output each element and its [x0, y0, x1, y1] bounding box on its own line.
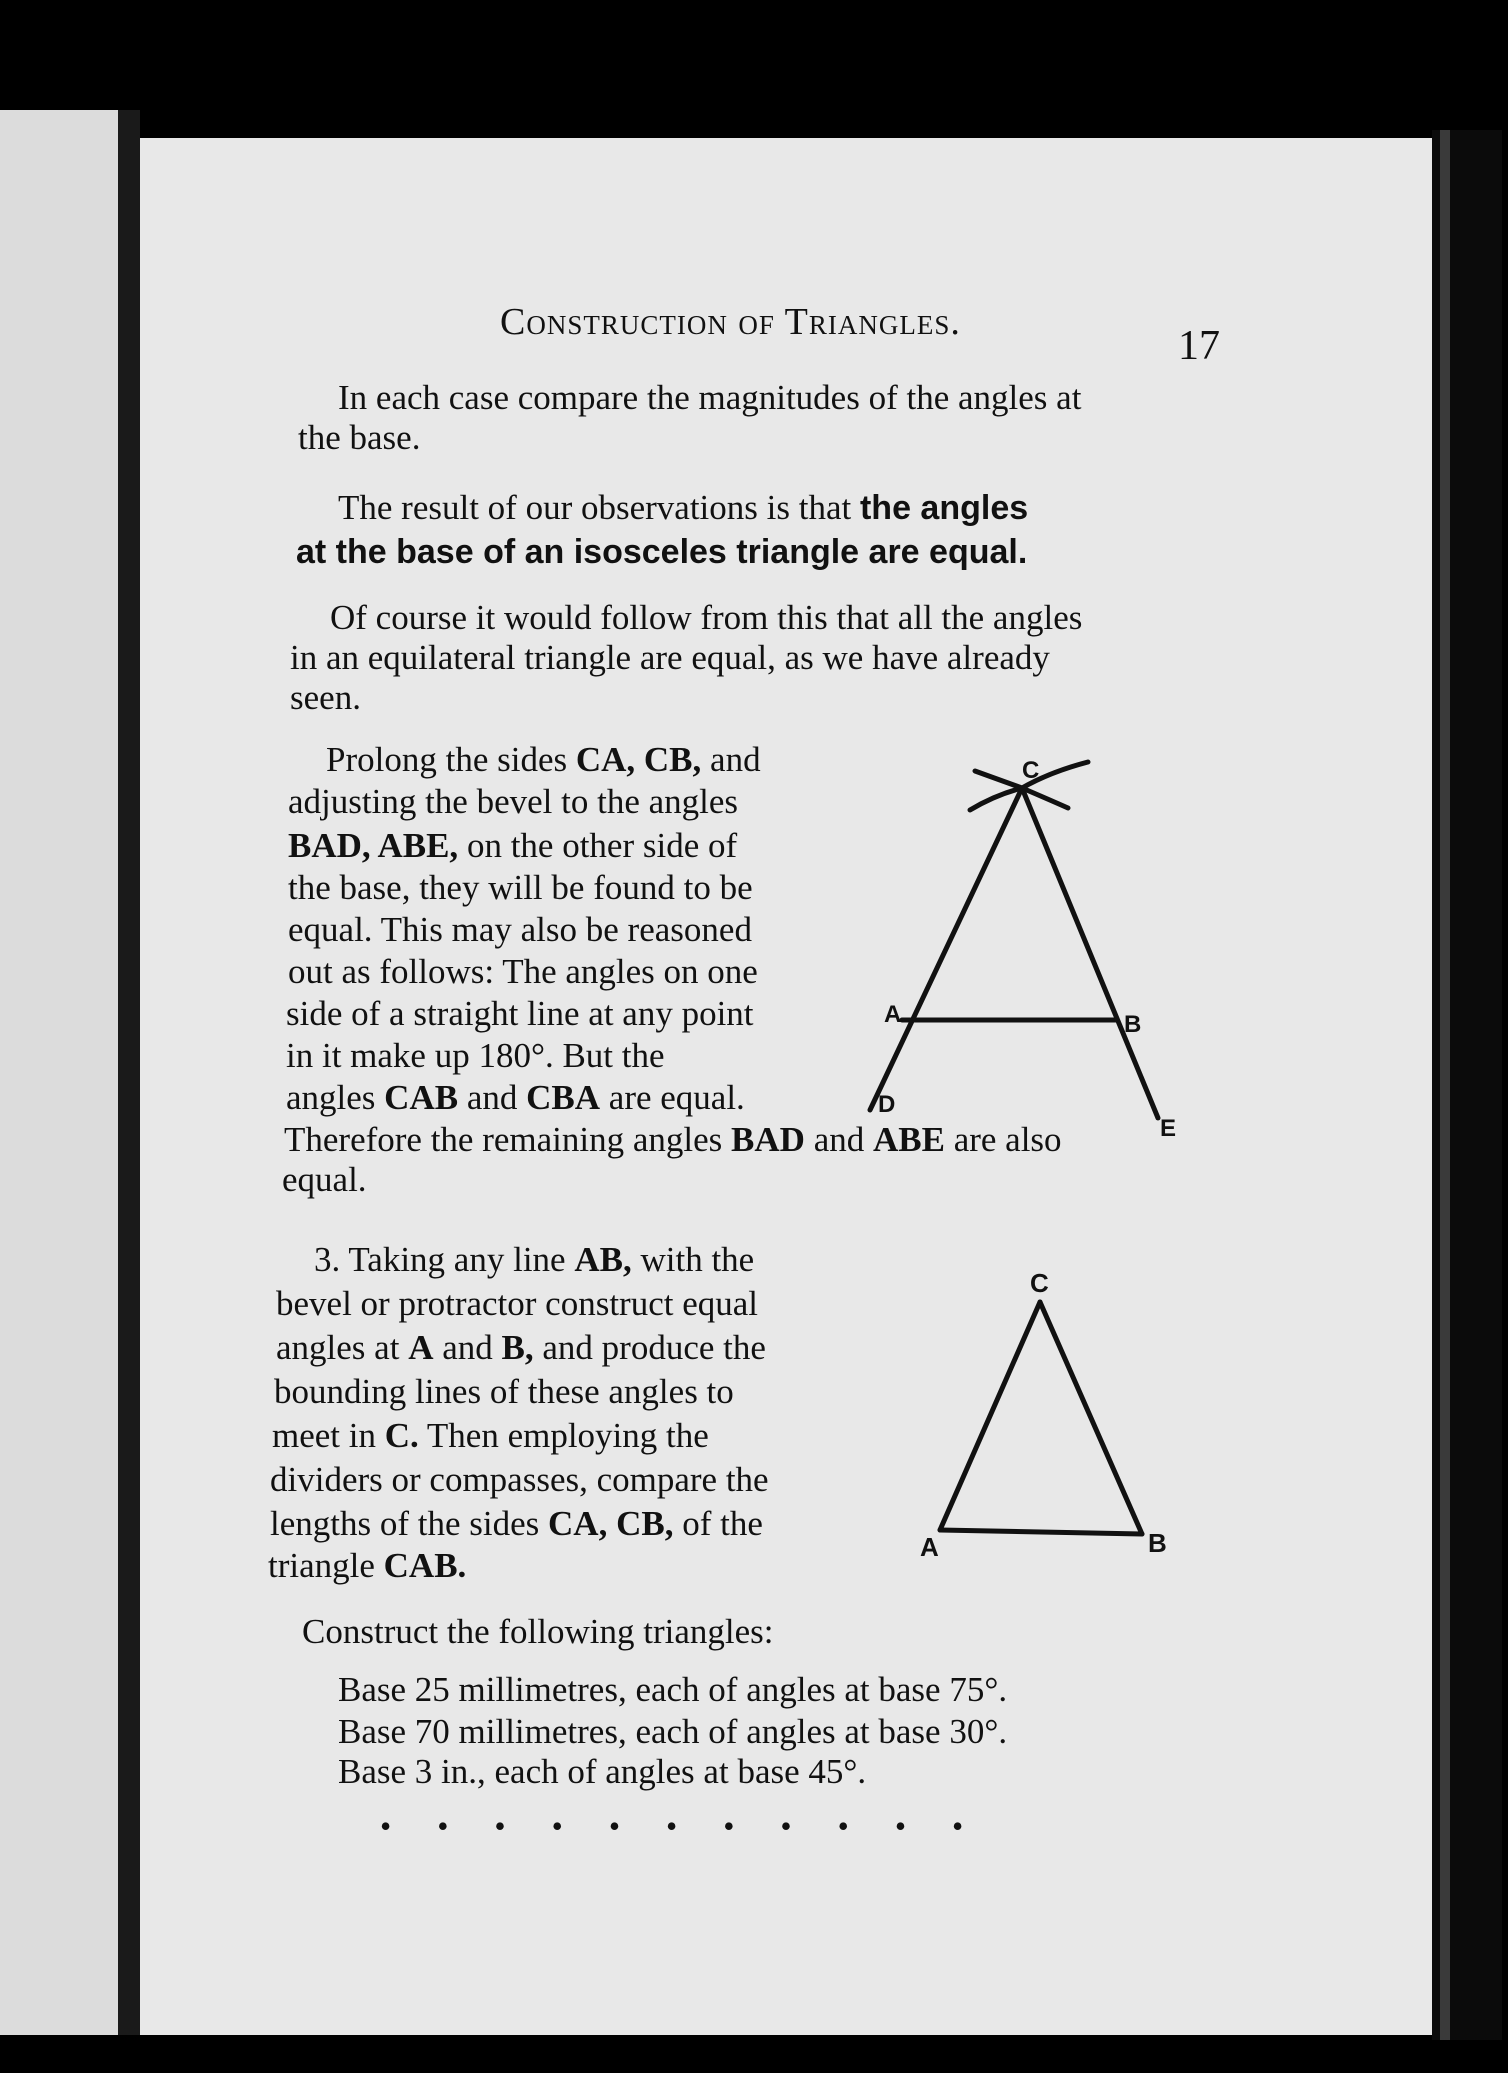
fig1-label-a: A — [884, 1001, 902, 1028]
p4-l9-a: angles — [286, 1078, 385, 1117]
p5-l5-b: C. — [384, 1416, 419, 1455]
p5-l8-b: CAB. — [383, 1546, 467, 1585]
fig1-label-d: D — [878, 1091, 896, 1118]
p5-l7-b: CA, CB, — [548, 1504, 674, 1543]
p4-l9-d: CBA — [526, 1078, 601, 1117]
p2-line-1-bold: the angles — [859, 489, 1029, 527]
p4-l1-a: Prolong the sides — [326, 740, 576, 779]
fig2-side-ca — [940, 1302, 1040, 1530]
p4-line-2: adjusting the bevel to the angles — [288, 782, 739, 821]
fig2-base-ab — [940, 1530, 1142, 1534]
fig2-label-b: B — [1148, 1528, 1167, 1558]
p5-l1-a: 3. Taking any line — [314, 1240, 575, 1279]
p5-l1-b: AB, — [574, 1240, 632, 1279]
list-item-1: Base 25 millimetres, each of angles at base 75°. — [338, 1670, 1008, 1709]
p5-l7-a: lengths of the sides — [270, 1504, 549, 1543]
fig1-label-e: E — [1160, 1115, 1177, 1142]
fig1-side-cb-prolonged — [1022, 788, 1158, 1118]
figure-1-prolonged-triangle — [870, 762, 1158, 1118]
p5-l1-c: with the — [631, 1240, 755, 1279]
fig2-label-a: A — [920, 1532, 939, 1562]
p4-l10-b: BAD — [731, 1120, 805, 1159]
list-item-3: Base 3 in., each of angles at base 45°. — [338, 1752, 867, 1791]
p4-l9-b: CAB — [384, 1078, 459, 1117]
p2-line-1-text: The result of our observations is that — [338, 488, 860, 527]
fig2-side-cb — [1040, 1302, 1142, 1534]
fig1-side-ca-prolonged — [870, 788, 1022, 1110]
p1-line-2: the base. — [298, 418, 421, 457]
p4-l1-b: CA, CB, — [575, 740, 702, 779]
p5-l5-c: Then employing the — [418, 1416, 709, 1455]
p5-line-2: bevel or protractor construct equal — [276, 1284, 759, 1323]
p5-l8-a: triangle — [268, 1546, 384, 1585]
p3-line-2: in an equilateral triangle are equal, as we have already — [290, 638, 1050, 677]
p4-l9-c: and — [458, 1078, 527, 1117]
p5-l3-b: A — [408, 1328, 434, 1367]
fig1-label-b: B — [1124, 1011, 1142, 1038]
p4-line-7: side of a straight line at any point — [286, 994, 754, 1033]
fig2-label-c: C — [1030, 1268, 1049, 1298]
p2-line-2: at the base of an isosceles triangle are equal. — [296, 533, 1028, 571]
p3-line-1: Of course it would follow from this that all the angles — [330, 598, 1083, 637]
section-end-dots: ••••••••••• — [380, 1808, 1010, 1844]
p4-l10-c: and — [804, 1120, 873, 1159]
p5-line-6: dividers or compasses, compare the — [270, 1460, 769, 1499]
p4-line-5: equal. This may also be reasoned — [288, 910, 752, 949]
p5-l3-c: and — [433, 1328, 502, 1367]
p4-line-6: out as follows: The angles on one — [288, 952, 758, 991]
p5-l3-a: angles at — [276, 1328, 409, 1367]
running-head-text: Construction of Triangles. — [500, 301, 961, 343]
p3-line-3: seen. — [290, 678, 361, 717]
p5-l7-c: of the — [673, 1504, 763, 1543]
p4-l1-c: and — [701, 740, 761, 779]
page-number: 17 — [1178, 323, 1220, 369]
p4-l3-b: on the other side of — [458, 826, 738, 865]
fig1-label-c: C — [1022, 757, 1040, 784]
figure-2-isosceles-triangle — [940, 1302, 1142, 1534]
p4-line-4: the base, they will be found to be — [288, 868, 753, 907]
p4-l3-a: BAD, ABE, — [288, 826, 459, 865]
list-item-2: Base 70 millimetres, each of angles at base 30°. — [338, 1712, 1008, 1751]
p1-line-1: In each case compare the magnitudes of the angles at — [338, 378, 1082, 417]
p5-l5-a: meet in — [272, 1416, 385, 1455]
p6-line-1: Construct the following triangles: — [302, 1612, 774, 1651]
p4-l9-e: are equal. — [600, 1078, 745, 1117]
p4-l10-d: ABE — [872, 1120, 945, 1159]
p5-line-4: bounding lines of these angles to — [274, 1372, 734, 1411]
p4-line-11: equal. — [282, 1160, 367, 1199]
p4-line-8: in it make up 180°. But the — [286, 1036, 665, 1075]
p5-l3-d: B, — [501, 1328, 534, 1367]
p5-l3-e: and produce the — [533, 1328, 766, 1367]
p4-l10-e: are also — [944, 1120, 1062, 1159]
p4-l10-a: Therefore the remaining angles — [284, 1120, 732, 1159]
